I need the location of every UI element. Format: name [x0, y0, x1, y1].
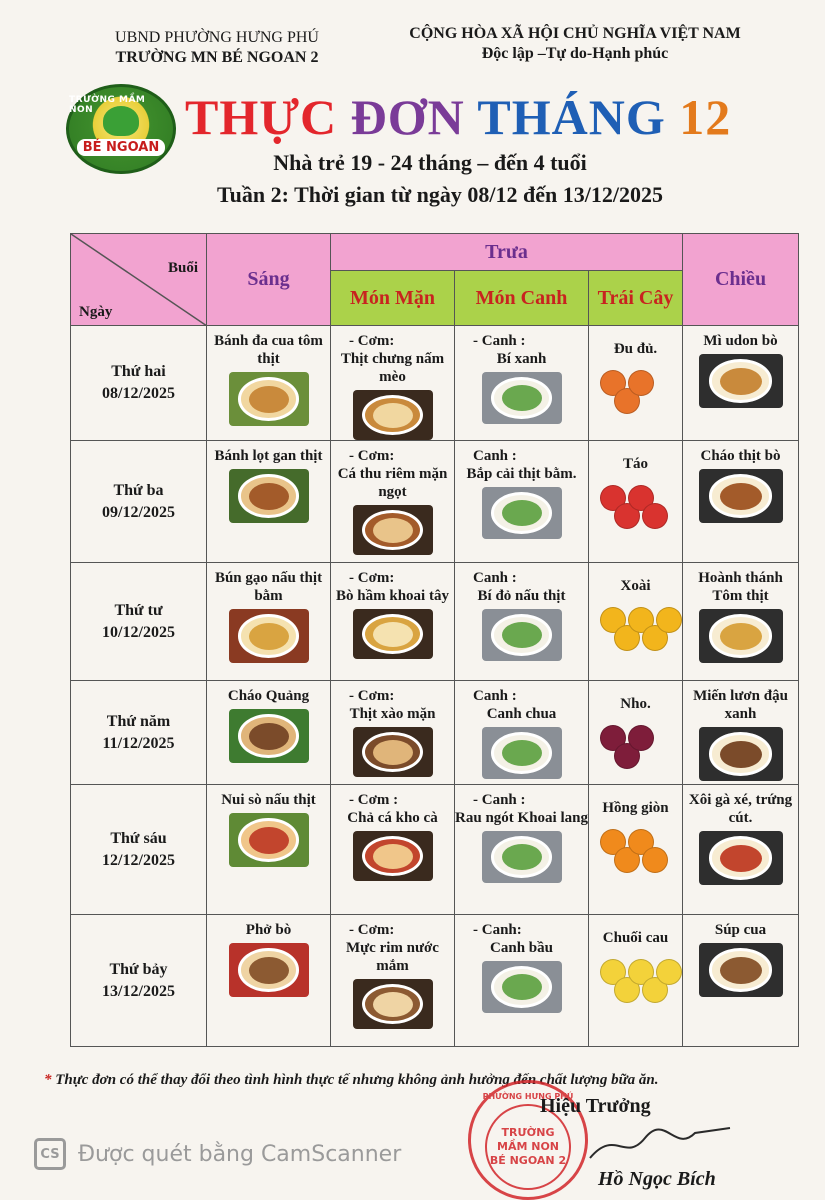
soup-cell	[455, 681, 589, 785]
main-dish-cell	[331, 681, 455, 785]
table-row	[71, 441, 799, 563]
afternoon-photo	[699, 354, 783, 408]
day-name: Thứ bảy	[109, 960, 168, 978]
fruit-cell	[589, 915, 683, 1047]
header-trua: Trưa	[331, 234, 683, 271]
afternoon-dish: Súp cua	[714, 922, 767, 938]
fruit-name: Táo	[622, 456, 648, 472]
camscanner-icon: CS	[34, 1138, 66, 1170]
header-corner	[71, 234, 207, 326]
logo-name: BÉ NGOAN	[77, 139, 166, 156]
afternoon-dish: Hoành thánh Tôm thịt	[698, 570, 783, 604]
menu-table	[70, 233, 799, 1047]
stamp-ward: PHƯỜNG HƯNG PHÚ	[482, 1092, 574, 1101]
soup-prefix: Canh :	[473, 688, 517, 704]
afternoon-photo	[699, 609, 783, 663]
afternoon-photo	[699, 727, 783, 781]
header-sang: Sáng	[207, 234, 331, 326]
breakfast-cell	[207, 785, 331, 915]
title-word: 12	[679, 89, 732, 145]
day-date: 09/12/2025	[102, 503, 175, 521]
national-motto: Độc lập –Tự do-Hạnh phúc	[481, 45, 669, 62]
breakfast-dish: Cháo Quảng	[227, 688, 310, 704]
soup-cell	[455, 915, 589, 1047]
fruit-icon	[596, 953, 676, 1009]
soup-cell	[455, 326, 589, 441]
breakfast-photo	[229, 469, 309, 523]
principal-name: Hồ Ngọc Bích	[598, 1168, 716, 1190]
soup-dish: Canh bầu	[490, 940, 553, 956]
soup-cell	[455, 563, 589, 681]
table-row	[71, 785, 799, 915]
day-cell	[71, 785, 207, 915]
day-date: 08/12/2025	[102, 385, 175, 402]
soup-prefix: - Canh :	[473, 792, 526, 808]
fruit-cell	[589, 563, 683, 681]
day-cell	[71, 915, 207, 1047]
soup-prefix: - Canh:	[473, 922, 522, 938]
main-dish-prefix: - Cơm:	[349, 688, 395, 704]
main-dish-prefix: - Cơm :	[349, 792, 399, 808]
main-dish-prefix: - Cơm:	[349, 448, 395, 464]
footer-note	[44, 1072, 658, 1089]
soup-cell	[455, 785, 589, 915]
main-dish-photo	[353, 979, 433, 1029]
main-dish-cell	[331, 441, 455, 563]
fruit-icon	[596, 601, 676, 657]
age-group: Nhà trẻ 19 - 24 tháng – đến 4 tuổi	[273, 150, 587, 175]
day-name: Thứ năm	[106, 712, 171, 730]
camscanner-text: Được quét bằng CamScanner	[78, 1141, 402, 1167]
fruit-icon	[596, 823, 676, 879]
day-date: 11/12/2025	[102, 734, 175, 752]
main-dish: Bò hầm khoai tây	[336, 588, 449, 604]
main-dish-cell	[331, 563, 455, 681]
breakfast-cell	[207, 441, 331, 563]
day-date: 13/12/2025	[102, 982, 175, 1000]
table-row	[71, 915, 799, 1047]
logo-top-text: TRƯỜNG MẦM NON	[69, 95, 146, 115]
afternoon-dish: Xôi gà xé, trứng cút.	[688, 792, 793, 826]
school-name: TRƯỜNG MN BÉ NGOAN 2	[115, 49, 319, 66]
day-name: Thứ tư	[114, 601, 163, 619]
fruit-cell	[589, 441, 683, 563]
soup-dish: Canh chua	[486, 706, 557, 722]
title-word: THÁNG	[477, 89, 680, 145]
main-dish-cell	[331, 785, 455, 915]
afternoon-dish: Miến lươn đậu xanh	[693, 688, 788, 722]
breakfast-photo	[229, 372, 309, 426]
main-dish-prefix: - Cơm:	[349, 570, 395, 586]
fruit-name: Chuối cau	[602, 930, 669, 946]
ward-name: UBND PHƯỜNG HƯNG PHÚ	[115, 29, 319, 46]
main-dish: Thịt chưng nấm mèo	[340, 351, 445, 385]
main-dish-photo	[353, 727, 433, 777]
fruit-icon	[596, 719, 676, 775]
header-left	[72, 28, 362, 68]
afternoon-photo	[699, 943, 783, 997]
breakfast-dish: Phở bò	[245, 922, 292, 938]
afternoon-photo	[699, 831, 783, 885]
national-title: CỘNG HÒA XÃ HỘI CHỦ NGHĨA VIỆT NAM	[409, 25, 741, 42]
main-dish-prefix: - Cơm:	[349, 333, 395, 349]
fruit-name: Nho.	[620, 696, 651, 712]
soup-photo	[482, 487, 562, 539]
header-chieu: Chiều	[683, 234, 799, 326]
day-cell	[71, 563, 207, 681]
day-cell	[71, 441, 207, 563]
fruit-icon	[596, 364, 676, 420]
breakfast-dish: Nui sò nấu thịt	[221, 792, 316, 808]
soup-photo	[482, 727, 562, 779]
breakfast-photo	[229, 813, 309, 867]
afternoon-photo	[699, 469, 783, 523]
fruit-cell	[589, 681, 683, 785]
soup-cell	[455, 441, 589, 563]
soup-photo	[482, 372, 562, 424]
afternoon-cell	[683, 326, 799, 441]
soup-prefix: Canh :	[473, 448, 517, 464]
table-row	[71, 326, 799, 441]
soup-dish: Bắp cải thịt bằm.	[466, 466, 577, 482]
day-cell	[71, 326, 207, 441]
title-word: THỰC	[185, 89, 351, 145]
fruit-icon	[596, 479, 676, 535]
breakfast-dish: Bánh đa cua tôm thịt	[214, 333, 323, 367]
breakfast-dish: Bún gạo nấu thịt bằm	[214, 570, 323, 604]
day-date: 12/12/2025	[102, 851, 175, 869]
main-dish: Mực rim nước mắm	[346, 940, 439, 974]
signature-scribble	[585, 1118, 735, 1168]
main-dish-photo	[353, 831, 433, 881]
breakfast-cell	[207, 326, 331, 441]
day-name: Thứ sáu	[110, 829, 167, 847]
main-dish-cell	[331, 326, 455, 441]
main-dish-cell	[331, 915, 455, 1047]
afternoon-cell	[683, 563, 799, 681]
soup-prefix: Canh :	[473, 570, 517, 586]
fruit-name: Xoài	[620, 578, 651, 594]
camscanner-watermark	[34, 1138, 401, 1170]
note-star: *	[44, 1072, 52, 1088]
afternoon-cell	[683, 785, 799, 915]
breakfast-photo	[229, 709, 309, 763]
fruit-name: Hồng giòn	[602, 800, 669, 816]
header-ngay: Ngày	[79, 304, 113, 320]
header-mon-canh: Món Canh	[455, 271, 589, 326]
fruit-cell	[589, 785, 683, 915]
soup-photo	[482, 961, 562, 1013]
main-dish: Chả cá kho cà	[347, 810, 438, 826]
header-right	[385, 24, 765, 64]
breakfast-cell	[207, 563, 331, 681]
main-dish-photo	[353, 609, 433, 659]
note-text: Thực đơn có thể thay đổi theo tình hình thực tế nhưng không ảnh hưởng đến chất lượng bữa ăn.	[55, 1072, 659, 1088]
title-word: ĐƠN	[350, 89, 478, 145]
breakfast-cell	[207, 915, 331, 1047]
soup-photo	[482, 609, 562, 661]
fruit-cell	[589, 326, 683, 441]
afternoon-dish: Cháo thịt bò	[700, 448, 781, 464]
day-cell	[71, 681, 207, 785]
soup-dish: Bí xanh	[496, 351, 547, 367]
table-row	[71, 563, 799, 681]
soup-prefix: - Canh :	[473, 333, 526, 349]
main-dish-prefix: - Cơm:	[349, 922, 395, 938]
breakfast-dish: Bánh lọt gan thịt	[214, 448, 323, 464]
afternoon-cell	[683, 681, 799, 785]
page-title	[185, 88, 745, 146]
main-dish-photo	[353, 390, 433, 440]
afternoon-cell	[683, 915, 799, 1047]
day-name: Thứ hai	[111, 363, 166, 380]
main-dish: Cá thu riêm mặn ngọt	[337, 466, 448, 500]
header-trai-cay: Trái Cây	[589, 271, 683, 326]
day-date: 10/12/2025	[102, 623, 175, 641]
table-row	[71, 681, 799, 785]
soup-dish: Bí đỏ nấu thịt	[477, 588, 566, 604]
breakfast-photo	[229, 943, 309, 997]
week-range: Tuần 2: Thời gian từ ngày 08/12 đến 13/12/2025	[217, 182, 663, 207]
main-dish-photo	[353, 505, 433, 555]
day-name: Thứ ba	[113, 481, 164, 499]
breakfast-photo	[229, 609, 309, 663]
header-buoi: Buổi	[167, 260, 198, 276]
afternoon-cell	[683, 441, 799, 563]
breakfast-cell	[207, 681, 331, 785]
soup-dish: Rau ngót Khoai lang	[455, 810, 588, 826]
fruit-name: Đu đủ.	[613, 341, 658, 357]
main-dish: Thịt xào mặn	[349, 706, 436, 722]
stamp-line-school: BÉ NGOAN 2	[489, 1154, 567, 1167]
principal-title: Hiệu Trưởng	[540, 1095, 651, 1117]
stamp-line-mamnon: MẦM NON	[497, 1140, 559, 1153]
stamp-line-truong: TRƯỜNG	[501, 1126, 555, 1139]
soup-photo	[482, 831, 562, 883]
header-mon-man: Món Mặn	[331, 271, 455, 326]
afternoon-dish: Mì udon bò	[703, 333, 778, 349]
